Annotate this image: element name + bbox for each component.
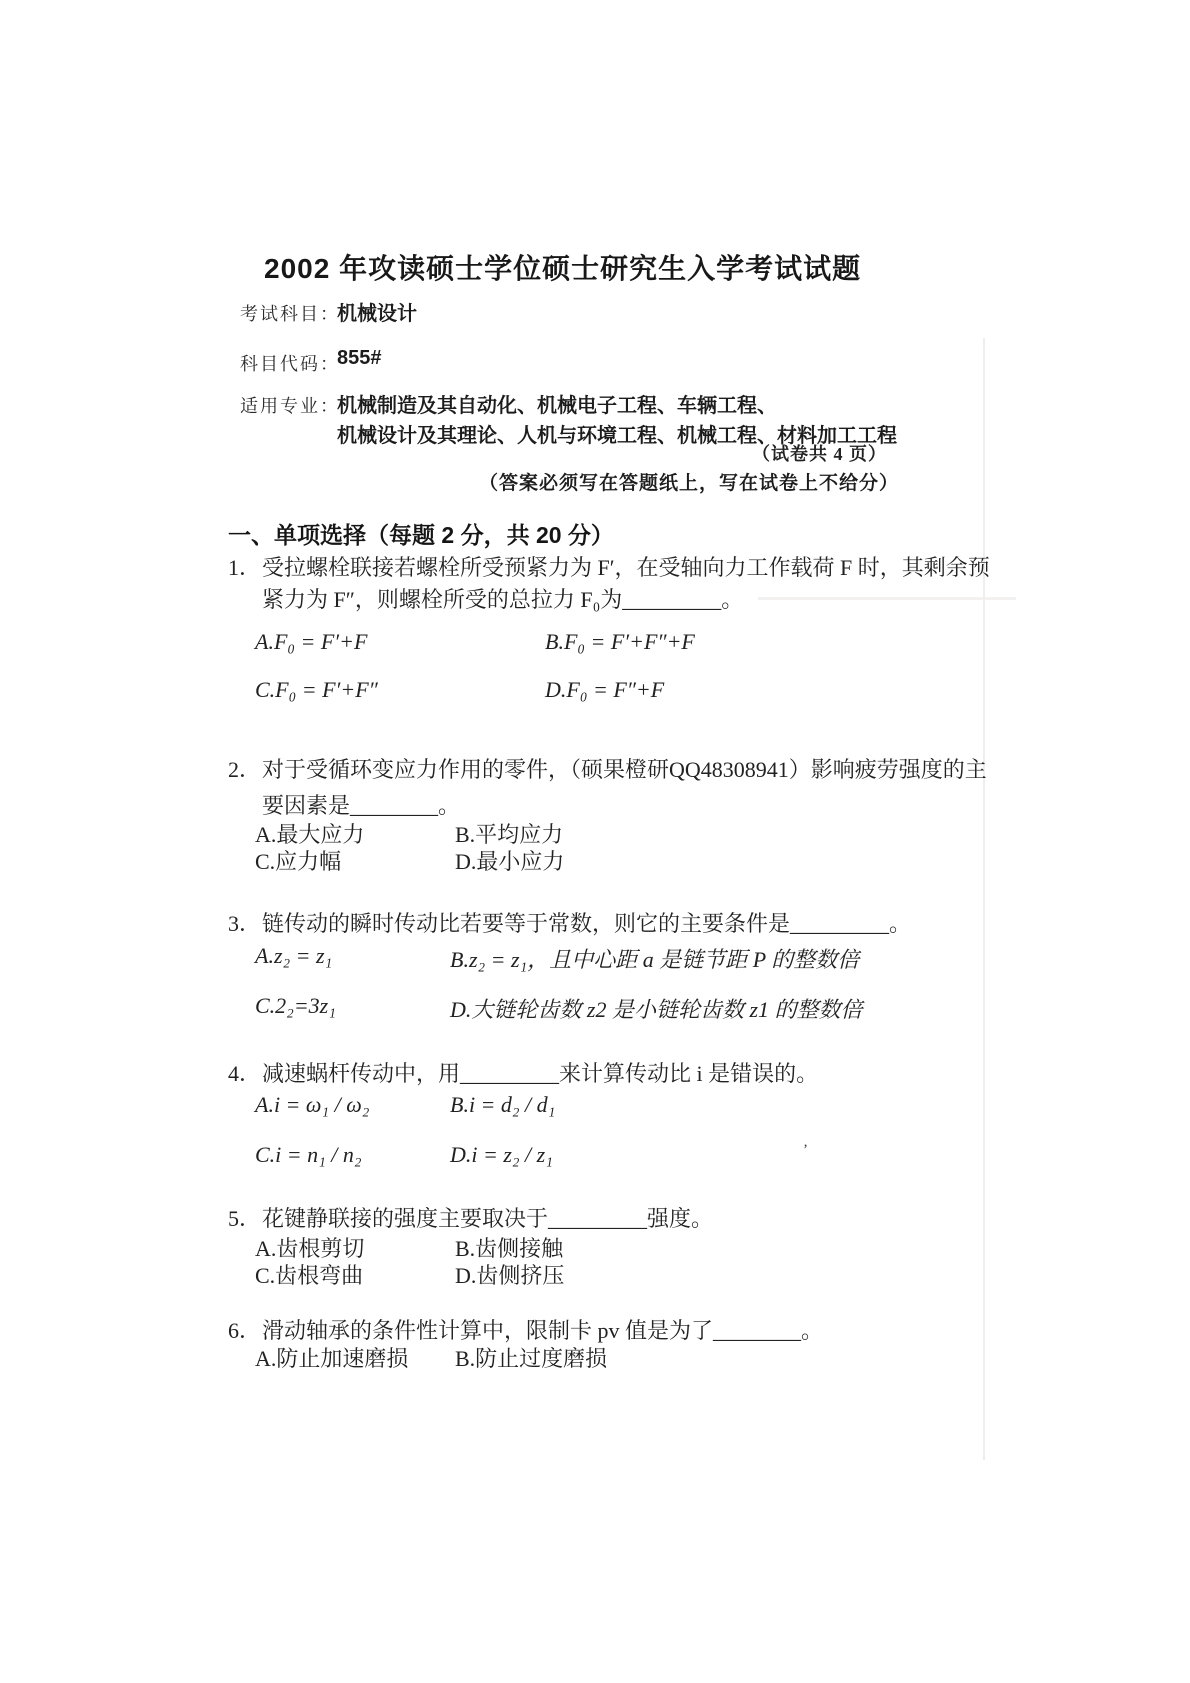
question-1-line-1 [228, 551, 990, 582]
question-2-option-d: D.最小应力 [455, 849, 565, 874]
question-3-option-a: A.z₂ = z₁ [255, 943, 333, 968]
question-5-option-a: A.齿根剪切 [255, 1236, 365, 1261]
question-1-option-d: D.F₀ = F″+F [545, 677, 665, 702]
question-2-line-1 [228, 753, 987, 784]
question-6-line-1 [228, 1314, 823, 1345]
question-1-option-c: C.F₀ = F′+F″ [255, 677, 378, 702]
question-5-text: 花键静联接的强度主要取决于_________强度。 [262, 1206, 714, 1231]
question-1-option-b: B.F₀ = F′+F″+F [545, 629, 695, 654]
question-3-option-b: B.z₂ = z₁，且中心距 a 是链节距 P 的整数倍 [450, 947, 860, 972]
question-2-option-a: A.最大应力 [255, 822, 365, 847]
question-6-option-a: A.防止加速磨损 [255, 1346, 409, 1371]
answer-note: （答案必须写在答题纸上，写在试卷上不给分） [479, 473, 900, 494]
question-4-option-b: B.i = d₂ / d₁ [450, 1092, 556, 1117]
scan-speck: ’ [803, 1142, 808, 1158]
section-heading: 一、单项选择（每题 2 分，共 20 分） [228, 522, 614, 548]
question-6-text: 滑动轴承的条件性计算中，限制卡 pv 值是为了________。 [262, 1318, 824, 1343]
question-1-text: 受拉螺栓联接若螺栓所受预紧力为 F′，在受轴向力工作载荷 F 时，其剩余预 [262, 555, 990, 580]
question-5-number: 5． [228, 1206, 262, 1231]
question-1-number: 1． [228, 555, 262, 580]
question-2-number: 2． [228, 757, 262, 782]
question-4-option-a: A.i = ω₁ / ω₂ [255, 1092, 370, 1117]
subject-value: 机械设计 [337, 303, 417, 325]
question-5-line-1 [228, 1202, 713, 1233]
question-4-option-d: D.i = z₂ / z₁ [450, 1142, 553, 1167]
question-2-option-b: B.平均应力 [455, 822, 564, 847]
code-label: 科目代码： [240, 354, 340, 374]
question-2-line-2: 要因素是________。 [262, 793, 461, 818]
question-6-number: 6． [228, 1318, 262, 1343]
question-6-option-b: B.防止过度磨损 [455, 1346, 608, 1371]
page-edge-line [983, 338, 985, 1460]
pages-note: （试卷共 4 页） [752, 444, 887, 464]
subject-label: 考试科目： [240, 304, 340, 324]
question-4-number: 4． [228, 1061, 262, 1086]
question-1-line-2: 紧力为 F″，则螺栓所受的总拉力 F₀为_________。 [262, 587, 744, 612]
question-5-option-d: D.齿侧挤压 [455, 1263, 565, 1288]
question-4-line-1 [228, 1057, 818, 1088]
scan-streak [758, 597, 1016, 600]
page-title: 2002 年攻读硕士学位硕士研究生入学考试试题 [264, 253, 862, 284]
question-5-option-c: C.齿根弯曲 [255, 1263, 364, 1288]
question-1-option-a: A.F₀ = F′+F [255, 629, 368, 654]
majors-line1: 机械制造及其自动化、机械电子工程、车辆工程、 [337, 395, 777, 417]
question-4-option-c: C.i = n₁ / n₂ [255, 1142, 362, 1167]
question-2-option-c: C.应力幅 [255, 849, 342, 874]
question-3-number: 3． [228, 911, 262, 936]
question-2-text: 对于受循环变应力作用的零件，（硕果橙研QQ48308941）影响疲劳强度的主 [262, 757, 987, 782]
question-3-line-1 [228, 907, 911, 938]
question-3-option-c: C.2₂=3z₁ [255, 993, 336, 1018]
question-5-option-b: B.齿侧接触 [455, 1236, 564, 1261]
question-3-text: 链传动的瞬时传动比若要等于常数，则它的主要条件是_________。 [262, 911, 912, 936]
question-3-option-d: D.大链轮齿数 z2 是小链轮齿数 z1 的整数倍 [450, 997, 863, 1022]
majors-label: 适用专业： [240, 396, 340, 416]
majors-line2: 机械设计及其理论、人机与环境工程、机械工程、材料加工工程 [337, 425, 897, 447]
code-value: 855# [337, 347, 382, 369]
question-4-text: 减速蜗杆传动中，用_________来计算传动比 i 是错误的。 [262, 1061, 819, 1086]
